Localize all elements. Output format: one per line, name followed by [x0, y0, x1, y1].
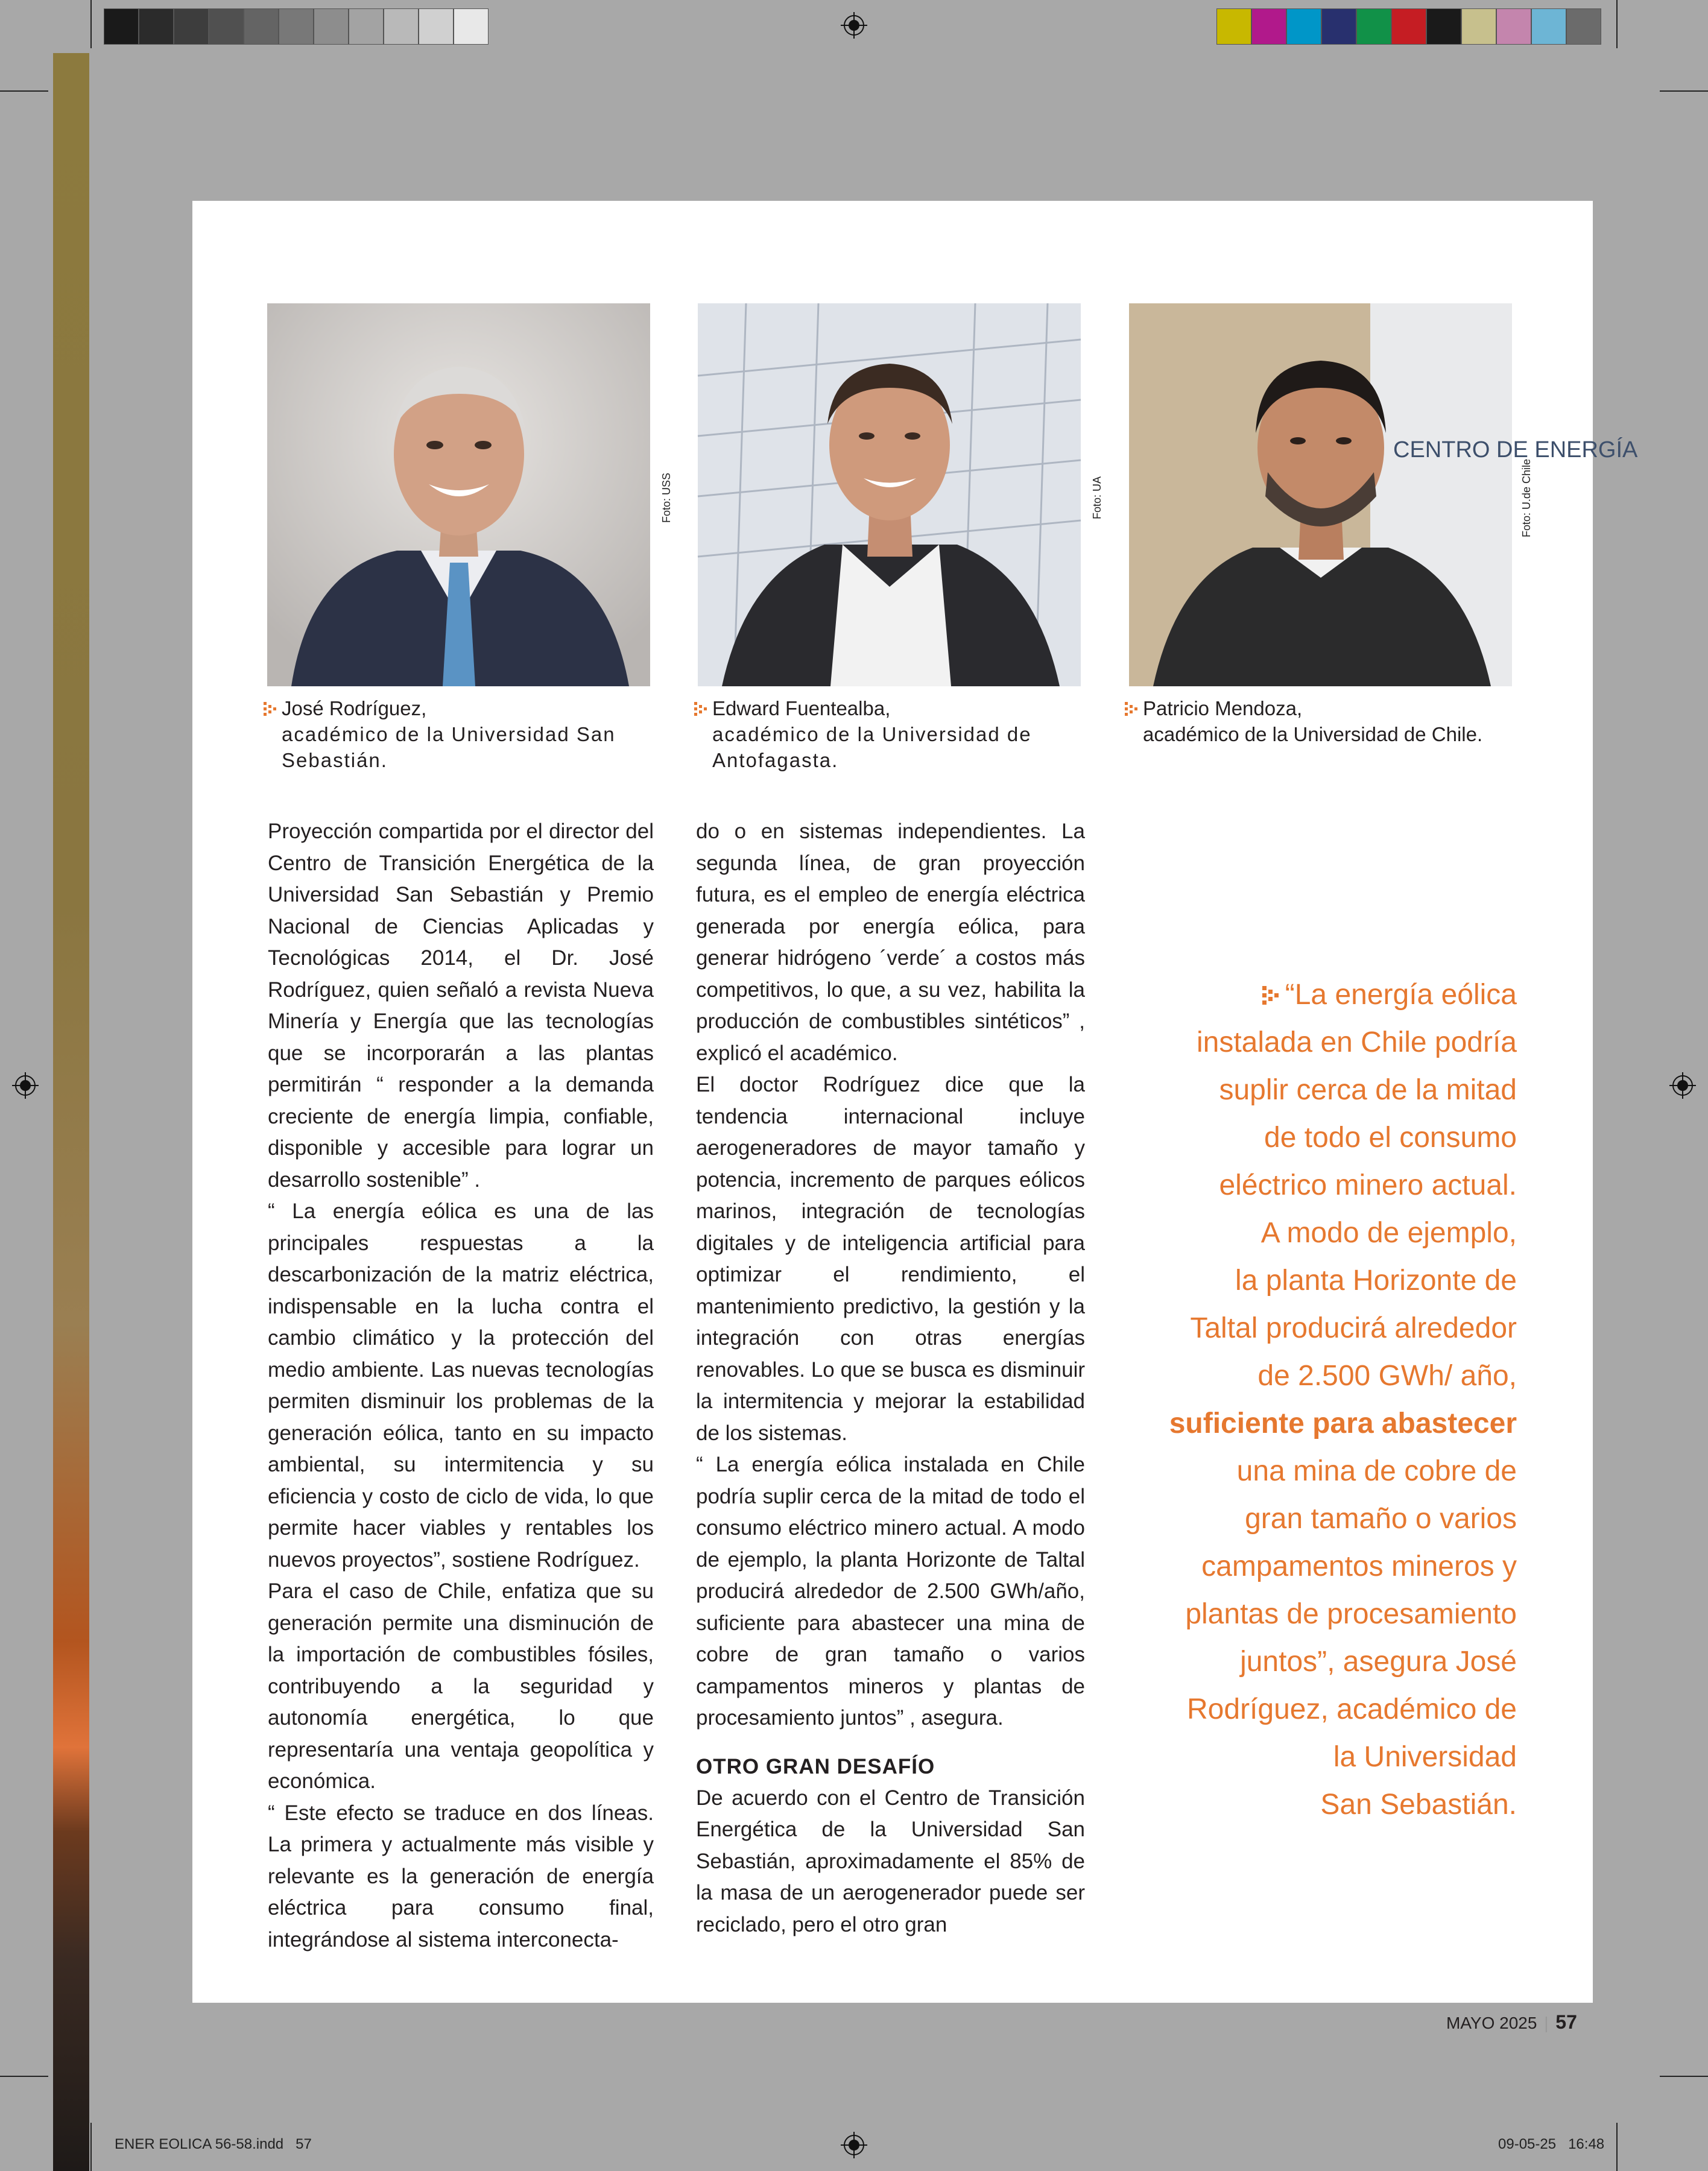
paragraph: “ Este efecto se traduce en dos líneas. La primera y actualmente más visible y relevante es la generación de energía eléctrica para consumo final, integrándose al sistema interconecta-: [268, 1801, 654, 1951]
paragraph: “ La energía eólica es una de las principales respuestas a la descarbonización de la matriz eléctrica, indispensable en la lucha contra el cambio climático y la protección del medio ambiente. Las nuevas tecnologías permiten disminuir los problemas de la generación eólica, tanto en su impacto ambiental, su intermitencia y su eficiencia y costo de ciclo de vida, lo que permite hacer viables y rentables los nuevos proyectos”, sostiene Rodríguez.: [268, 1199, 654, 1572]
pull-quote-line: plantas de procesamiento: [1185, 1598, 1517, 1630]
paragraph: do o en sistemas independientes. La segunda línea, de gran proyección futura, es el empleo de energía eléctrica generada por energía eólica, para generar hidrógeno ´verde´ a costos más competitivos, lo que, a su vez, habilita la producción de combustibles sintéticos” , explicó el académico.: [696, 820, 1085, 1065]
color-swatch: [1496, 8, 1531, 45]
gray-swatch: [104, 8, 139, 45]
color-swatch: [1321, 8, 1356, 45]
article-column-2: [696, 816, 1085, 1941]
pull-quote-line: suplir cerca de la mitad: [1219, 1074, 1517, 1106]
pull-quote-line: “La energía eólica: [1140, 971, 1517, 1019]
gray-swatch: [349, 8, 384, 45]
color-swatch: [1566, 8, 1601, 45]
pull-quote: [1140, 971, 1517, 1828]
caption-role: académico de la Universidad de Antofagasta.: [712, 723, 1032, 771]
pull-quote-line: gran tamaño o varios: [1245, 1503, 1517, 1535]
page-number: 57: [1555, 2011, 1577, 2033]
crop-mark: [0, 2076, 48, 2077]
caption-name: José Rodríguez,: [282, 697, 427, 719]
gray-swatch: [279, 8, 314, 45]
portrait-edward-fuentealba: [698, 303, 1081, 686]
registration-mark-icon: [1669, 1072, 1696, 1099]
color-swatch: [1391, 8, 1426, 45]
folio-separator: |: [1544, 2014, 1549, 2032]
grayscale-color-bar: [104, 8, 489, 45]
crop-mark: [1616, 2123, 1618, 2171]
crop-mark: [1616, 0, 1618, 48]
photo-credit: Foto: UA: [1091, 476, 1103, 519]
folio-month: MAYO 2025: [1446, 2014, 1537, 2032]
portrait-jose-rodriguez: [267, 303, 650, 686]
caption-role: académico de la Universidad de Chile.: [1143, 723, 1483, 745]
pull-quote-bold-line: suficiente para abastecer: [1169, 1408, 1517, 1439]
registration-mark-icon: [12, 1072, 39, 1099]
color-swatch: [1216, 8, 1251, 45]
pull-quote-line: Rodríguez, académico de: [1187, 1693, 1517, 1725]
pull-quote-line: Taltal producirá alrededor: [1190, 1312, 1517, 1344]
gray-swatch: [384, 8, 419, 45]
crop-mark: [1660, 2076, 1708, 2077]
color-swatch: [1251, 8, 1286, 45]
process-color-bar: [1216, 8, 1601, 45]
caption-name: Edward Fuentealba,: [712, 697, 891, 719]
pull-quote-line: eléctrico minero actual.: [1219, 1169, 1517, 1201]
color-swatch: [1356, 8, 1391, 45]
photo-credit: Foto: USS: [660, 472, 672, 523]
pull-quote-line: de 2.500 GWh/ año,: [1257, 1360, 1517, 1392]
paragraph: “ La energía eólica instalada en Chile podría suplir cerca de la mitad de todo el consumo eléctrico minero actual. A modo de ejemplo, la planta Horizonte de Taltal producirá alrededor de 2.500 GWh/año, suficiente para abastecer una mina de cobre de gran tamaño o varios campamentos mineros y plantas de procesamiento juntos” , asegura.: [696, 1453, 1085, 1730]
gray-swatch: [419, 8, 454, 45]
pull-quote-line: de todo el consumo: [1264, 1122, 1517, 1154]
paragraph: Para el caso de Chile, enfatiza que su generación permite una disminución de la importación de combustibles fósiles, contribuyendo a la seguridad y autonomía energética, lo que representaría una ventaja geopolítica y económica.: [268, 1579, 654, 1793]
gray-swatch: [209, 8, 244, 45]
pull-quote-line: San Sebastián.: [1320, 1789, 1517, 1821]
gray-swatch: [139, 8, 174, 45]
color-swatch: [1286, 8, 1321, 45]
pull-quote-line: juntos”, asegura José: [1240, 1646, 1517, 1678]
slug-file-name: ENER EOLICA 56-58.indd 57: [115, 2136, 312, 2152]
gray-swatch: [454, 8, 489, 45]
pull-quote-line: una mina de cobre de: [1236, 1455, 1517, 1487]
gray-swatch: [174, 8, 209, 45]
color-swatch: [1531, 8, 1566, 45]
gray-swatch: [244, 8, 279, 45]
caption-jose-rodriguez: [264, 695, 659, 773]
caption-role: académico de la Universidad San Sebastián.: [282, 723, 616, 771]
caption-name: Patricio Mendoza,: [1143, 697, 1303, 719]
paragraph: El doctor Rodríguez dice que la tendencia internacional incluye aerogeneradores de mayor tamaño y potencia, incremento de parques eólicos marinos, integración de tecnologías digitales y de inteligencia artificial para optimizar el rendimiento, el mantenimiento predictivo, la gestión y la integración con otras energías renovables. Lo que se busca es disminuir la intermitencia y mejorar la estabilidad de los sistemas.: [696, 1073, 1085, 1445]
crop-mark: [1660, 90, 1708, 92]
pull-quote-line: A modo de ejemplo,: [1260, 1217, 1517, 1249]
color-swatch: [1461, 8, 1496, 45]
section-heading: OTRO GRAN DESAFÍO: [696, 1754, 935, 1778]
orange-dots-bullet-icon: [264, 702, 277, 716]
caption-edward-fuentealba: [694, 695, 1090, 773]
orange-dots-bullet-icon: [694, 702, 707, 716]
registration-mark-icon: [841, 2132, 867, 2158]
bleed-background-strip: [53, 53, 89, 2171]
paragraph: Proyección compartida por el director del Centro de Transición Energética de la Universidad San Sebastián y Premio Nacional de Ciencias Aplicadas y Tecnológicas 2014, el Dr. José Rodríguez, quien señaló a revista Nueva Minería y Energía que las tecnologías que se incorporarán a las plantas permitirán “ responder a la demanda creciente de energía limpia, confiable, disponible y accesible para lograr un desarrollo sostenible” .: [268, 820, 654, 1192]
pull-quote-line: la Universidad: [1333, 1741, 1517, 1773]
gray-swatch: [314, 8, 349, 45]
pull-quote-line: la planta Horizonte de: [1235, 1265, 1517, 1297]
orange-dots-bullet-icon: [1262, 986, 1280, 1005]
crop-mark: [0, 90, 48, 92]
slug-date: 09-05-25 16:48: [1498, 2136, 1605, 2152]
article-page: [192, 201, 1638, 2003]
article-column-1: [268, 816, 654, 1956]
pull-quote-line: instalada en Chile podría: [1196, 1026, 1517, 1058]
crop-mark: [90, 2123, 92, 2171]
registration-mark-icon: [841, 12, 867, 39]
pull-quote-line: campamentos mineros y: [1201, 1550, 1517, 1582]
paragraph: De acuerdo con el Centro de Transición Energética de la Universidad San Sebastián, aproximadamente el 85% de la masa de un aerogenerador puede ser reciclado, pero el otro gran: [696, 1786, 1085, 1936]
photo-credit: Foto: U.de Chile: [1520, 458, 1532, 537]
caption-patricio-mendoza: [1125, 695, 1547, 747]
color-swatch: [1426, 8, 1461, 45]
sign-text: CENTRO DE ENERGÍA: [1393, 437, 1638, 463]
folio: [1446, 2011, 1577, 2034]
orange-dots-bullet-icon: [1125, 702, 1138, 716]
crop-mark: [90, 0, 92, 48]
